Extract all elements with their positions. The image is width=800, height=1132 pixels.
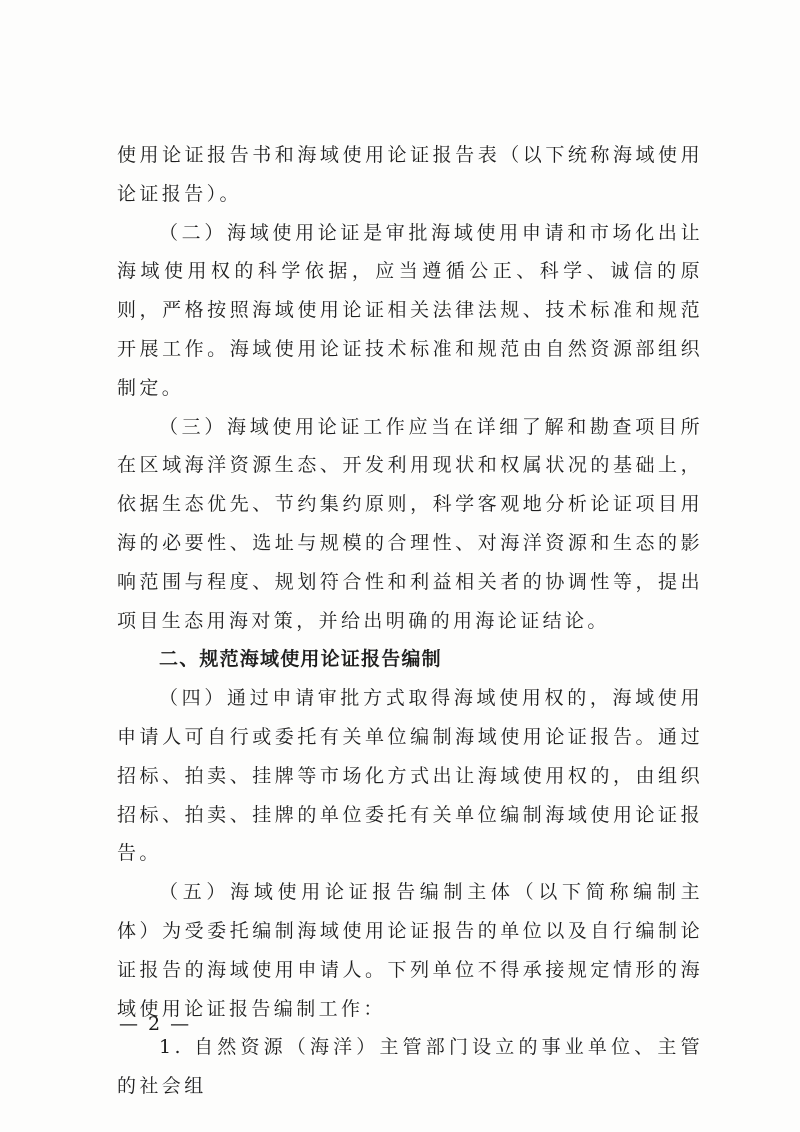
paragraph-item-3: （三）海域使用论证工作应当在详细了解和勘查项目所在区域海洋资源生态、开发利用现状和权属状况的基础上，依据生态优先、节约集约原则，科学客观地分析论证项目用海的必要性、选址与规模的合理性、对海洋资源和生态的影响范围与程度、规划符合性和利益相关者的协调性等，提出项目生态用海对策，并给出明确的用海论证结论。 — [117, 415, 703, 632]
paragraph-continuation: 使用论证报告书和海域使用论证报告表（以下统称海域使用论证报告）。 — [117, 144, 703, 205]
page-number: — 2 — — [119, 1013, 192, 1035]
list-item-1: 1. 自然资源（海洋）主管部门设立的事业单位、主管的社会组 — [117, 1036, 703, 1098]
paragraph-item-4: （四）通过申请审批方式取得海域使用权的，海域使用申请人可自行或委托有关单位编制海域使用论证报告。通过招标、拍卖、挂牌等市场化方式出让海域使用权的，由组织招标、拍卖、挂牌的单位委托有关单位编制海域使用论证报告。 — [117, 687, 703, 865]
section-heading: 二、规范海域使用论证报告编制 — [159, 648, 442, 671]
paragraph-item-2: （二）海域使用论证是审批海域使用申请和市场化出让海域使用权的科学依据，应当遵循公正、科学、诚信的原则，严格按照海域使用论证相关法律法规、技术标准和规范开展工作。海域使用论证技术标准和规范由自然资源部组织制定。 — [117, 221, 703, 399]
paragraph-item-5: （五）海域使用论证报告编制主体（以下简称编制主体）为受委托编制海域使用论证报告的单位以及自行编制论证报告的海域使用申请人。下列单位不得承接规定情形的海域使用论证报告编制工作： — [117, 881, 703, 1020]
document-body — [117, 136, 703, 1106]
